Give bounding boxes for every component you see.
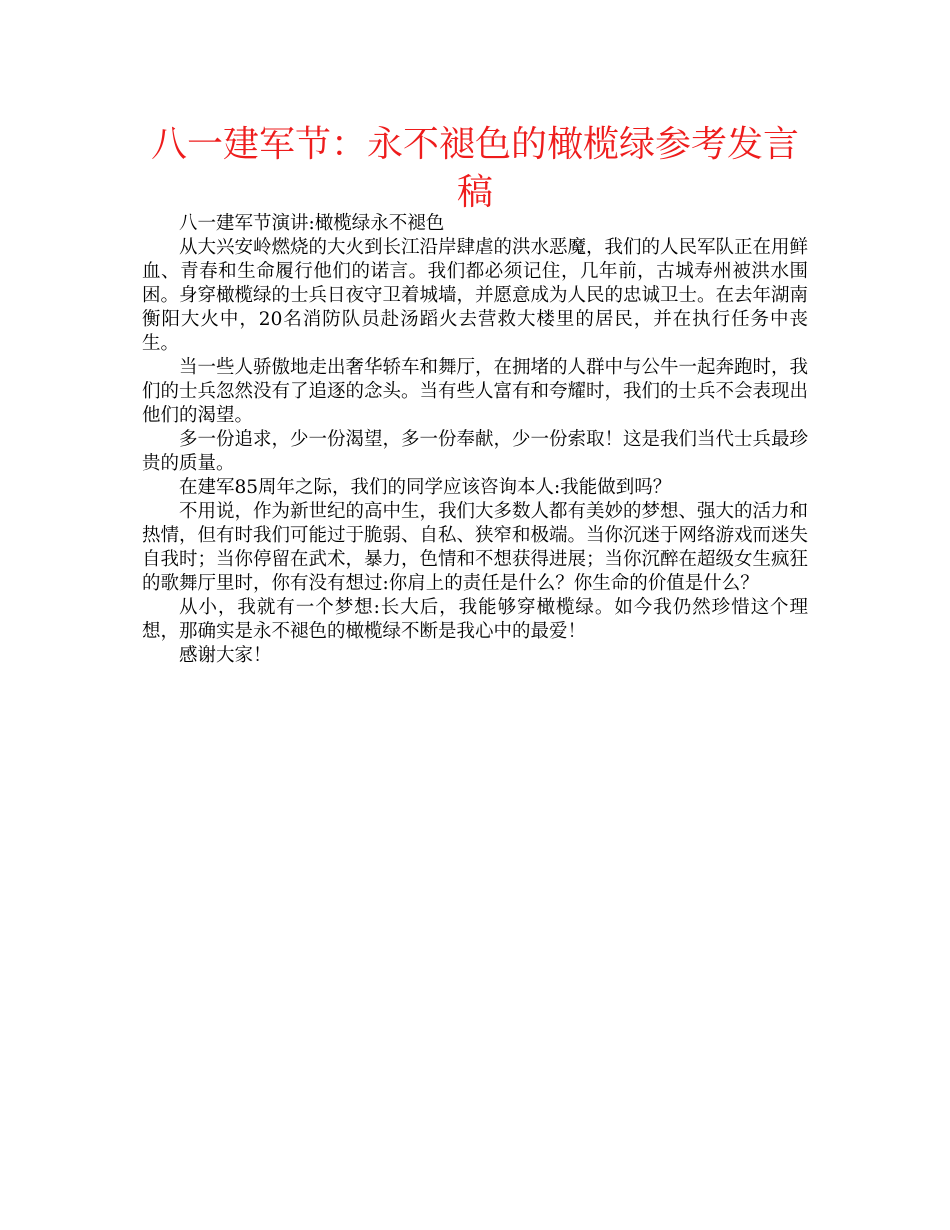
body-paragraph: 当一些人骄傲地走出奢华轿车和舞厅，在拥堵的人群中与公牛一起奔跑时，我们的士兵忽然没有了追逐的念头。当有些人富有和夸耀时，我们的士兵不会表现出他们的渴望。 bbox=[142, 357, 809, 426]
body-paragraph: 从大兴安岭燃烧的大火到长江沿岸肆虐的洪水恶魔，我们的人民军队正在用鲜血、青春和生命履行他们的诺言。我们都必须记住，几年前，古城寿州被洪水围困。身穿橄榄绿的士兵日夜守卫着城墙，并愿意成为人民的忠诚卫士。在去年湖南衡阳大火中，20名消防队员赴汤蹈火去营救大楼里的居民，并在执行任务中丧生。 bbox=[142, 237, 809, 354]
closing-line: 感谢大家！ bbox=[179, 645, 272, 666]
body-paragraph: 多一份追求，少一份渴望，多一份奉献，少一份索取！这是我们当代士兵最珍贵的质量。 bbox=[142, 429, 809, 474]
body-paragraph: 从小，我就有一个梦想:长大后，我能够穿橄榄绿。如今我仍然珍惜这个理想，那确实是永不褪色的橄榄绿不断是我心中的最爱！ bbox=[142, 597, 808, 642]
document-body bbox=[142, 212, 808, 668]
body-paragraph: 在建军85周年之际，我们的同学应该咨询本人:我能做到吗？ bbox=[179, 477, 672, 498]
speech-subtitle: 八一建军节演讲:橄榄绿永不褪色 bbox=[179, 213, 445, 234]
body-paragraph: 不用说，作为新世纪的高中生，我们大多数人都有美妙的梦想、强大的活力和热情，但有时我们可能过于脆弱、自私、狭窄和极端。当你沉迷于网络游戏而迷失自我时；当你停留在武术，暴力，色情和不想获得进展；当你沉醉在超级女生疯狂的歌舞厅里时，你有没有想过:你肩上的责任是什么？你生命的价值是什么？ bbox=[142, 501, 809, 594]
document-title: 八一建军节：永不褪色的橄榄绿参考发言稿 bbox=[150, 124, 799, 213]
